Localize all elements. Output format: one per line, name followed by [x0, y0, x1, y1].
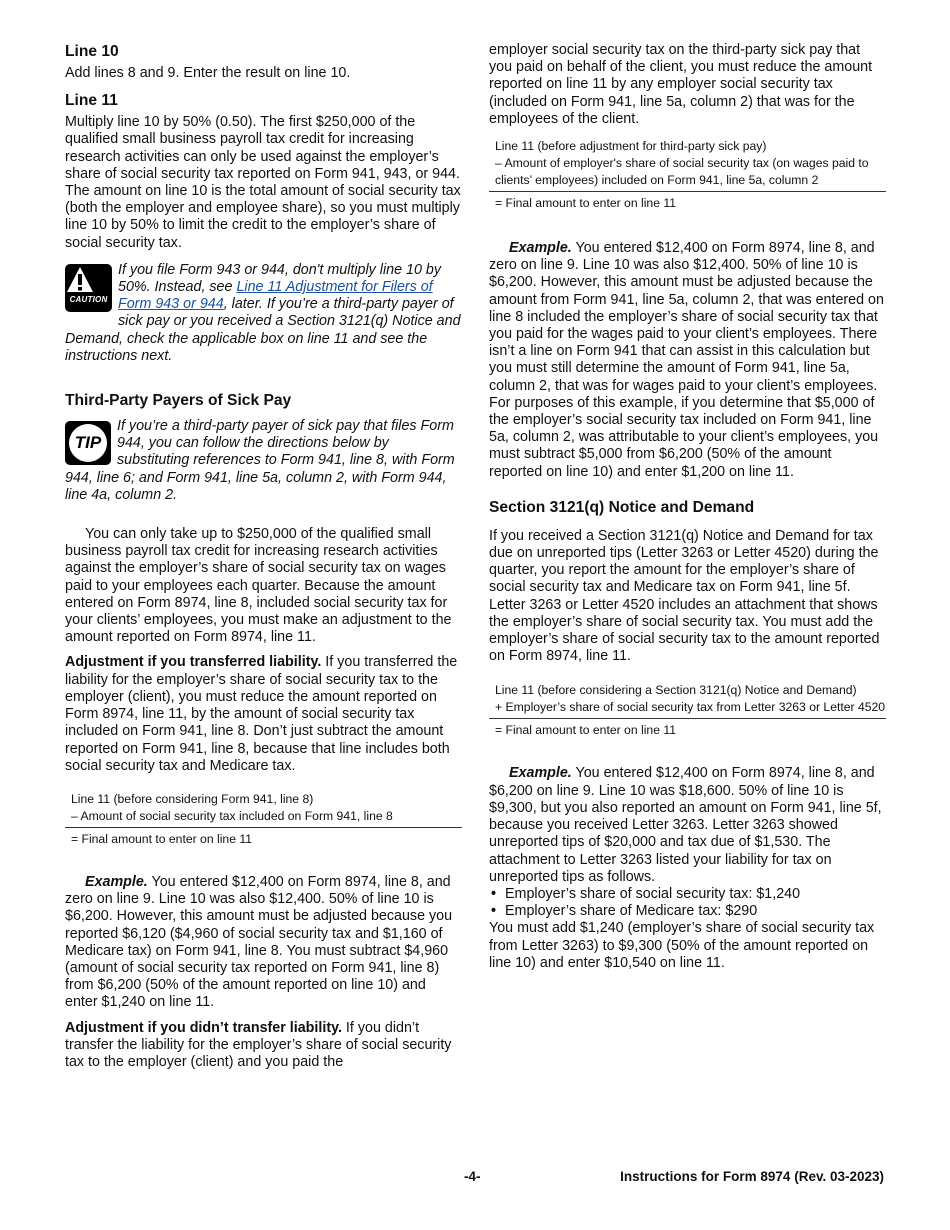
calc-line: – Amount of employer's share of social security tax (on wages paid to clients’ employees) included on Form 941, line 5a, column 2	[495, 156, 869, 188]
tip-icon	[65, 421, 111, 465]
warning-triangle-icon	[65, 264, 95, 295]
calc-table-3121q	[495, 682, 886, 739]
list-item: • Employer’s share of social security tax: $1,240	[489, 886, 886, 903]
adjust-transferred-lead: Adjustment if you transferred liability.	[65, 654, 322, 671]
tip-text: If you’re a third-party payer of sick pay that files Form 944, you can follow the directions below by substituting references to Form 941, line 8, with Form 944, line 6; and Form 941, line 5a, column 2, with Form 944, line 4a, column 2.	[65, 418, 455, 503]
example-text: You entered $12,400 on Form 8974, line 8, and $6,200 on line 9. Line 10 was $18,600. 50% of line 10 is $9,300, but you also reported an amount on Form 941, line 5f, because you received Letter 3263. Letter 3263 showed unreported tips of $20,000 and tax due of $1,530. The attachment to Letter 3263 listed your liability for tax on unreported tips as follows.	[489, 765, 882, 885]
line11-text: Multiply line 10 by 50% (0.50). The first $250,000 of the qualified small business payroll tax credit for increasing research activities can only be used against the employer’s share of social security tax reported on Form 941, 943, or 944. The amount on line 10 is the total amount of social security tax (both the employer and employee share), so you must multiply line 10 by 50% to limit the credit to the employer’s share of social security tax.	[65, 114, 461, 251]
section-3121q-heading: Section 3121(q) Notice and Demand	[489, 498, 755, 516]
line10-text: Add lines 8 and 9. Enter the result on line 10.	[65, 65, 351, 81]
third-party-heading: Third-Party Payers of Sick Pay	[65, 392, 292, 410]
caution-icon	[65, 264, 112, 312]
example-paragraph	[489, 240, 886, 481]
adjust-transferred-paragraph	[65, 654, 462, 774]
example-lead: Example.	[509, 240, 572, 257]
example-lead: Example.	[85, 873, 148, 890]
left-column	[65, 42, 462, 1071]
section-3121q-text: If you received a Section 3121(q) Notice and Demand for tax due on unreported tips (Letter 3263 or Letter 4520) during the quarter, you report the amount for the employer’s share of social security tax and Medicare tax on Form 941, line 5f. Letter 3263 or Letter 4520 includes an attachment that shows the employer’s share of social security tax. You must add the employer’s share of social security tax to the amount reported on Form 8974, line 11.	[489, 527, 880, 665]
calc-table-941-line8	[71, 791, 462, 848]
calc-line: Line 11 (before considering Form 941, line 8)	[71, 791, 314, 806]
only-take-paragraph: You can only take up to $250,000 of the qualified small business payroll tax credit for increasing research activities against the employer’s share of social security tax on wages paid to your employees each quarter. Because the amount entered on Form 8974, line 8, included social security tax for your clients’ employees, you must make an adjustment to the amount reported on Form 8974, line 11.	[65, 526, 452, 646]
calc-result: = Final amount to enter on line 11	[495, 723, 677, 738]
adjust-transferred-text: If you transferred the liability for the employer’s share of social security tax to the employer (client), you must reduce the amount reported on Form 8974, line 11, by the amount of social security tax included on Form 941, line 8. Don’t just subtract the amount reported on Form 941, line 8, because that line includes both social security tax and Medicare tax.	[65, 654, 458, 774]
line10-heading: Line 10	[65, 43, 119, 60]
calc-rule	[65, 827, 462, 828]
form-name: Instructions for Form 8974 (Rev. 03-2023)	[620, 1169, 884, 1184]
calc-rule	[489, 191, 886, 192]
tip-notice	[65, 418, 462, 504]
example-text: You entered $12,400 on Form 8974, line 8, and zero on line 9. Line 10 was also $12,400. 50% of line 10 is $6,200. However, this amount must be adjusted because the amount from Form 941, line 5a, column 2, that was entered on line 8 included the employer’s share of social security tax that you paid for the wages paid to your client’s employees. There isn’t a line on Form 941 that can assist in this calculation but you must still determine the amount of Form 941, line 5a, column 2, that was for wages paid to your client’s employees. For purposes of this example, if you determine that $5,000 of the employer’s social security tax included on Form 941, line 5a, column 2, was attributable to your client’s employees, you must subtract $5,000 from $6,200 (50% of the amount reported on line 10) and enter $1,200 on line 11.	[489, 240, 884, 480]
caution-label: CAUTION	[69, 294, 108, 304]
caution-text-a: If you file Form 943 or 944, don't multiply line 10 by 50%. Instead, see	[118, 261, 441, 296]
adjust-didnt-lead: Adjustment if you didn’t transfer liability.	[65, 1019, 342, 1036]
adjust-didnt-text: If you didn’t transfer the liability for the employer’s share of social security tax to the employer (client) and you paid the	[65, 1019, 452, 1070]
example-text: You entered $12,400 on Form 8974, line 8, and zero on line 9. Line 10 was also $12,400. 50% of line 10 is $6,200. However, this amount must be adjusted because you reported $6,120 ($4,960 of social security tax and $1,160 of Medicare tax) on Form 941, line 8. You must subtract $4,960 (amount of social security tax reported on Form 941, line 8) from $6,200 (50% of the amount reported on line 10) and enter $1,240 on line 11.	[65, 873, 453, 1011]
tax-liability-list	[489, 886, 886, 920]
caution-notice	[65, 262, 462, 365]
calc-line: Line 11 (before adjustment for third-party sick pay)	[495, 139, 767, 154]
calc-result: = Final amount to enter on line 11	[495, 196, 677, 211]
caution-link[interactable]: Line 11 Adjustment for Filers of Form 943 or 944	[118, 279, 433, 313]
list-item: • Employer’s share of Medicare tax: $290	[489, 903, 886, 920]
caution-text-b: , later. If you’re a third-party payer of sick pay or you received a Section 3121(q) Notice and Demand, check the applicable box on line 11 and see the instructions next.	[65, 296, 461, 364]
adjust-didnt-paragraph	[65, 1020, 462, 1072]
page-number: -4-	[464, 1169, 481, 1184]
continued-text: employer social security tax on the third-party sick pay that you paid on behalf of the client, you must reduce the amount reported on line 11 by any employer social security tax (included on Form 941, line 5a, column 2) that was for the employees of the client.	[489, 42, 873, 127]
calc-table-sick-pay	[495, 138, 886, 212]
calc-line: Line 11 (before considering a Section 3121(q) Notice and Demand)	[495, 683, 857, 698]
closing-text: You must add $1,240 (employer’s share of social security tax from Letter 3263) to $9,300 (50% of the amount reported on line 10) and enter $10,540 on line 11.	[489, 920, 875, 971]
line11-heading: Line 11	[65, 92, 118, 110]
tip-label: TIP	[69, 424, 107, 462]
calc-line: + Employer’s share of social security tax from Letter 3263 or Letter 4520	[495, 700, 886, 715]
calc-rule	[489, 718, 886, 719]
calc-line: – Amount of social security tax included on Form 941, line 8	[71, 808, 393, 823]
example-paragraph	[489, 765, 886, 885]
right-column	[489, 42, 886, 972]
example-lead: Example.	[509, 765, 572, 782]
example-paragraph	[65, 874, 462, 1012]
calc-result: = Final amount to enter on line 11	[71, 831, 253, 846]
